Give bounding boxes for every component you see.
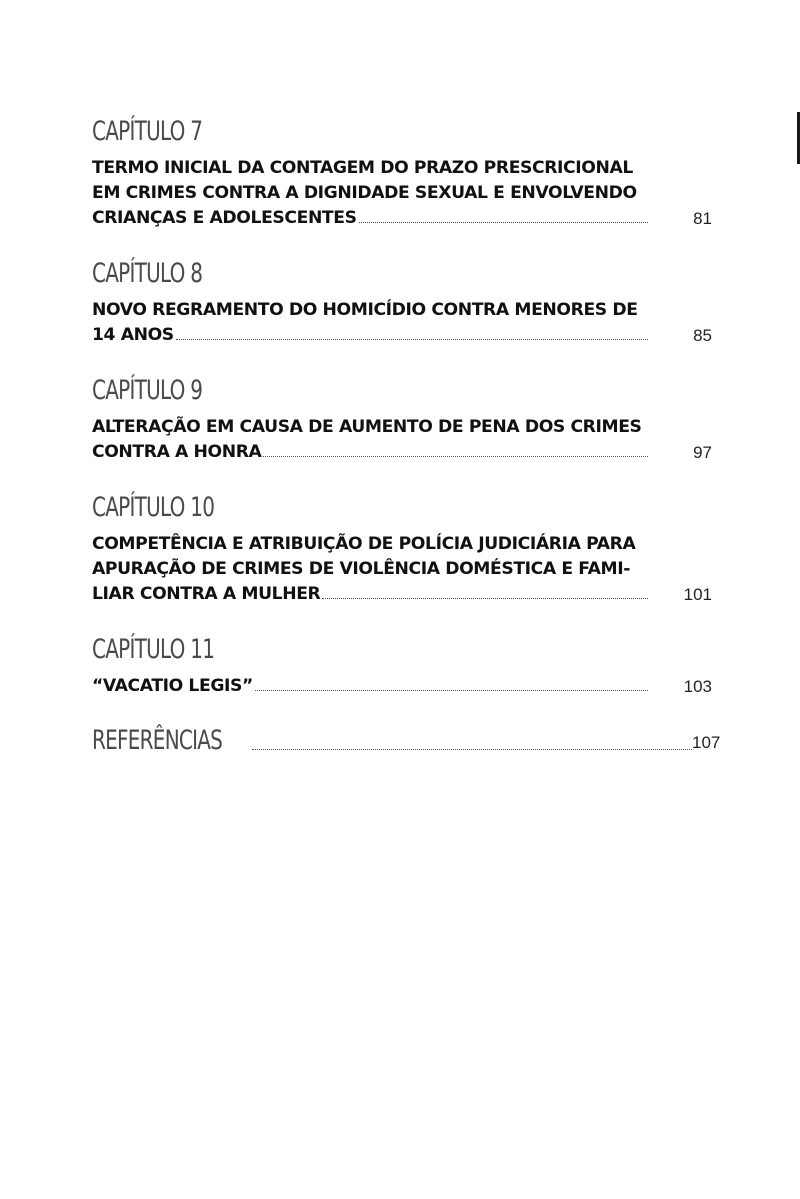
chapter-heading: CAPÍTULO 10 <box>92 492 215 523</box>
chapter-heading: CAPÍTULO 11 <box>92 634 215 665</box>
entry-title-last-line <box>92 674 648 699</box>
toc-references[interactable] <box>92 724 721 758</box>
dot-leader <box>322 598 648 599</box>
toc-entry[interactable] <box>92 532 712 607</box>
entry-title-line: CONTRA A HONRA <box>92 442 262 462</box>
table-of-contents <box>92 114 721 758</box>
entry-title-last-line <box>92 323 648 348</box>
entry-title-line: TERMO INICIAL DA CONTAGEM DO PRAZO PRESCRICIONAL <box>92 158 633 178</box>
entry-title-last-line <box>92 582 648 607</box>
entry-title <box>92 415 648 465</box>
page-number: 85 <box>693 326 712 345</box>
chapter-heading: CAPÍTULO 8 <box>92 258 203 289</box>
page-number: 81 <box>693 209 712 228</box>
dot-leader <box>176 339 648 340</box>
toc-chapter-11 <box>92 632 712 699</box>
toc-chapter-9 <box>92 373 712 465</box>
page-number: 97 <box>693 443 712 462</box>
toc-chapter-10 <box>92 490 712 607</box>
dot-leader <box>255 690 648 691</box>
entry-title-line: 14 ANOS <box>92 325 174 345</box>
dot-leader <box>252 749 692 750</box>
page-number: 101 <box>683 585 712 604</box>
entry-title <box>92 298 648 348</box>
entry-title-line: ALTERAÇÃO EM CAUSA DE AUMENTO DE PENA DOS CRIMES <box>92 417 642 437</box>
entry-title-line: COMPETÊNCIA E ATRIBUIÇÃO DE POLÍCIA JUDICIÁRIA PARA <box>92 534 636 554</box>
toc-entry[interactable] <box>92 156 712 231</box>
dot-leader <box>359 222 648 223</box>
entry-title-line: CRIANÇAS E ADOLESCENTES <box>92 208 357 228</box>
page-number: 103 <box>683 677 712 696</box>
dot-leader <box>263 456 648 457</box>
toc-entry[interactable] <box>92 298 712 348</box>
entry-title-line: “VACATIO LEGIS” <box>92 676 253 696</box>
entry-title <box>92 674 648 699</box>
entry-title-last-line <box>92 206 648 231</box>
entry-title-line: NOVO REGRAMENTO DO HOMICÍDIO CONTRA MENORES DE <box>92 300 638 320</box>
references-heading-text: REFERÊNCIAS <box>92 725 223 756</box>
entry-title-line: LIAR CONTRA A MULHER <box>92 584 321 604</box>
entry-title <box>92 156 648 231</box>
toc-chapter-8 <box>92 256 712 348</box>
entry-title <box>92 532 648 607</box>
entry-title-line: APURAÇÃO DE CRIMES DE VIOLÊNCIA DOMÉSTICA E FAMI- <box>92 559 630 579</box>
page-number: 107 <box>692 733 721 752</box>
toc-entry[interactable] <box>92 674 712 699</box>
toc-entry[interactable] <box>92 415 712 465</box>
entry-title-line: EM CRIMES CONTRA A DIGNIDADE SEXUAL E ENVOLVENDO <box>92 183 637 203</box>
chapter-heading: CAPÍTULO 7 <box>92 116 203 147</box>
chapter-heading: CAPÍTULO 9 <box>92 375 203 406</box>
references-heading <box>92 724 250 758</box>
toc-chapter-7 <box>92 114 712 231</box>
entry-title-last-line <box>92 440 648 465</box>
